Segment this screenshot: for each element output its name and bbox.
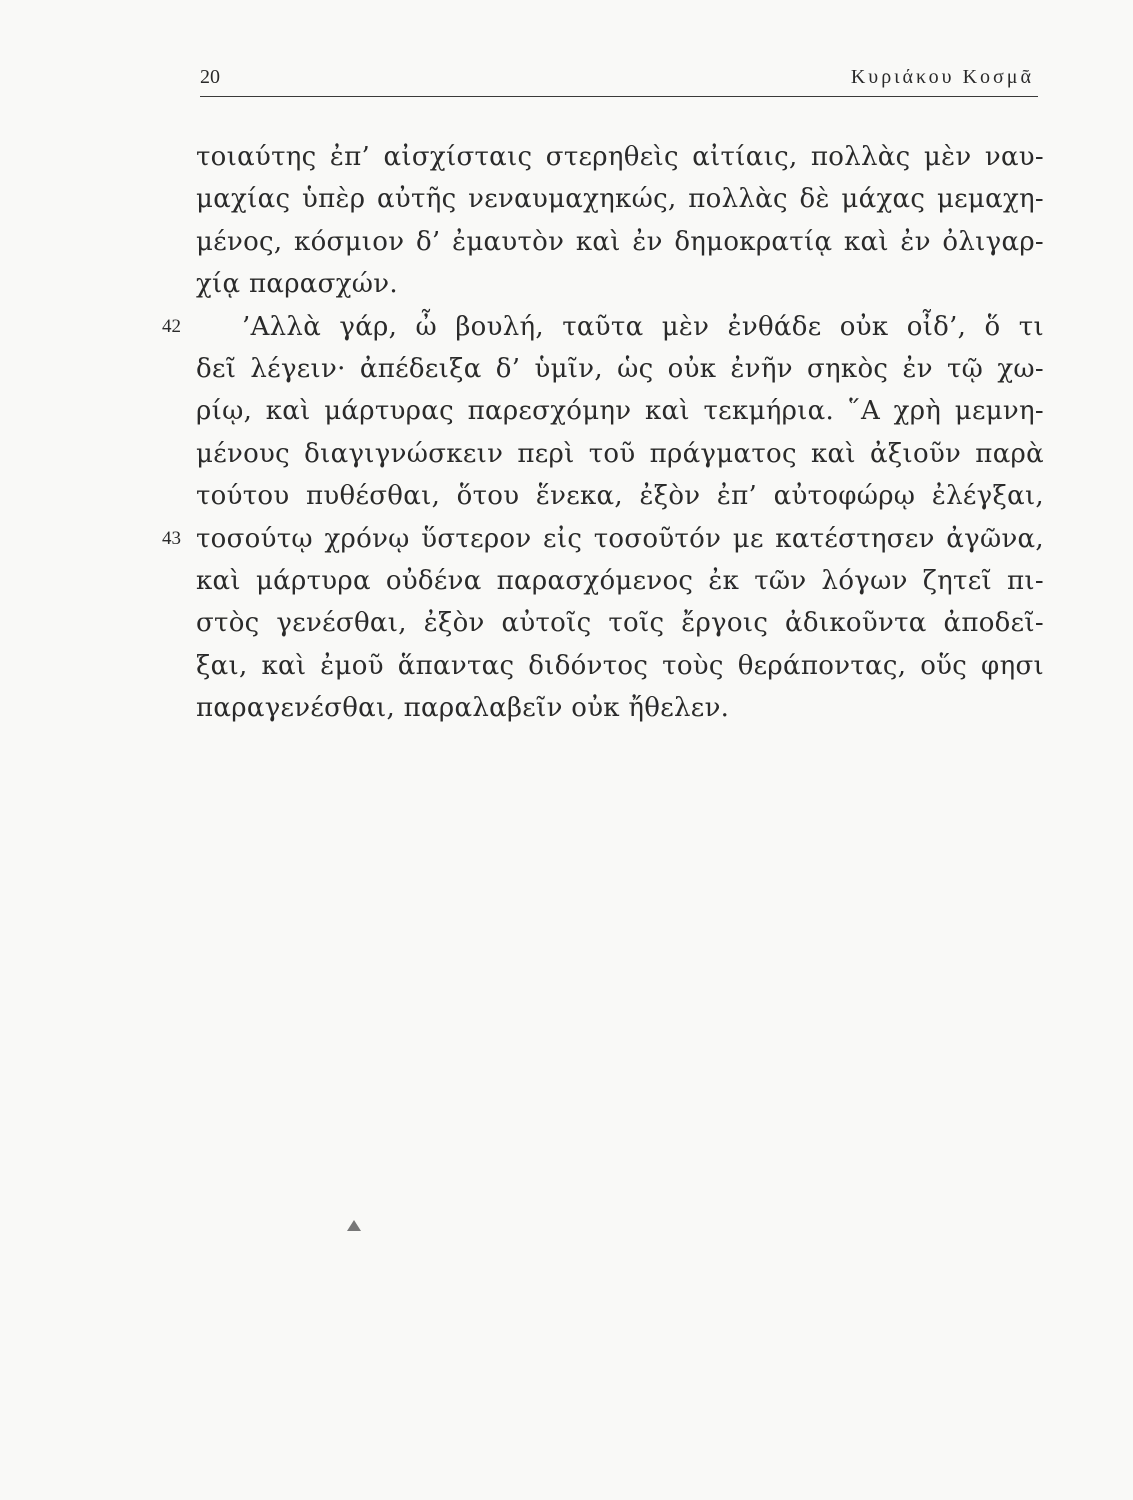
line-text: παραγενέσθαι, παραλαβεῖν οὐκ ἤθελεν.: [196, 693, 730, 724]
line-text: τοιαύτης ἐπ’ αἰσχίσταις στερηθεὶς αἰτίαις, πολλὰς μὲν ναυ-: [196, 142, 1044, 172]
text-line: [196, 433, 1044, 475]
line-text: ’Αλλὰ γάρ, ὦ βουλή, ταῦτα μὲν ἐνθάδε οὐκ οἶδ’, ὅ τι: [242, 311, 1044, 342]
line-text: χίᾳ παρασχών.: [196, 269, 398, 300]
line-text: στὸς γενέσθαι, ἐξὸν αὐτοῖς τοῖς ἔργοις ἀδικοῦντα ἀποδεῖ-: [196, 608, 1044, 639]
line-text: δεῖ λέγειν· ἀπέδειξα δ’ ὑμῖν, ὡς οὐκ ἐνῆν σηκὸς ἐν τῷ χω-: [196, 353, 1044, 384]
text-line: [196, 221, 1044, 263]
running-title: Κυριάκου Κοσμᾶ: [850, 66, 1034, 88]
text-line: [196, 263, 1044, 305]
running-head: [200, 62, 1038, 97]
text-line: [196, 178, 1044, 220]
text-line: [196, 390, 1044, 432]
text-line: [196, 645, 1044, 687]
line-text: ξαι, καὶ ἐμοῦ ἅπαντας διδόντος τοὺς θεράποντας, οὕς φησι: [196, 650, 1044, 681]
text-line: [196, 560, 1044, 602]
text-line-section-42: [162, 306, 1044, 348]
line-text: καὶ μάρτυρα οὐδένα παρασχόμενος ἐκ τῶν λόγων ζητεῖ πι-: [196, 565, 1044, 596]
page-number: 20: [200, 66, 220, 88]
line-text: μαχίας ὑπὲρ αὐτῆς νεναυμαχηκώς, πολλὰς δὲ μάχας μεμαχη-: [196, 184, 1044, 215]
line-text: τοσούτῳ χρόνῳ ὕστερον εἰς τοσοῦτόν με κατέστησεν ἀγῶνα,: [196, 523, 1044, 554]
ink-speck: [347, 1220, 361, 1231]
line-text: ρίῳ, καὶ μάρτυρας παρεσχόμην καὶ τεκμήρια. ῞Α χρὴ μεμνη-: [196, 396, 1044, 427]
text-line: [196, 687, 1044, 729]
line-text: μένος, κόσμιον δ’ ἐμαυτὸν καὶ ἐν δημοκρατίᾳ καὶ ἐν ὀλιγαρ-: [196, 226, 1044, 257]
text-line: [196, 348, 1044, 390]
text-line: [196, 475, 1044, 517]
section-number: 42: [162, 315, 181, 337]
line-text: μένους διαγιγνώσκειν περὶ τοῦ πράγματος καὶ ἀξιοῦν παρὰ: [196, 438, 1044, 469]
line-text: τούτου πυθέσθαι, ὅτου ἕνεκα, ἐξὸν ἐπ’ αὐτοφώρῳ ἐλέγξαι,: [196, 481, 1044, 512]
text-line: [196, 602, 1044, 644]
text-line: [196, 136, 1044, 178]
section-number: 43: [162, 527, 181, 549]
body-text: [162, 136, 1044, 729]
text-line-section-43: [162, 518, 1044, 560]
